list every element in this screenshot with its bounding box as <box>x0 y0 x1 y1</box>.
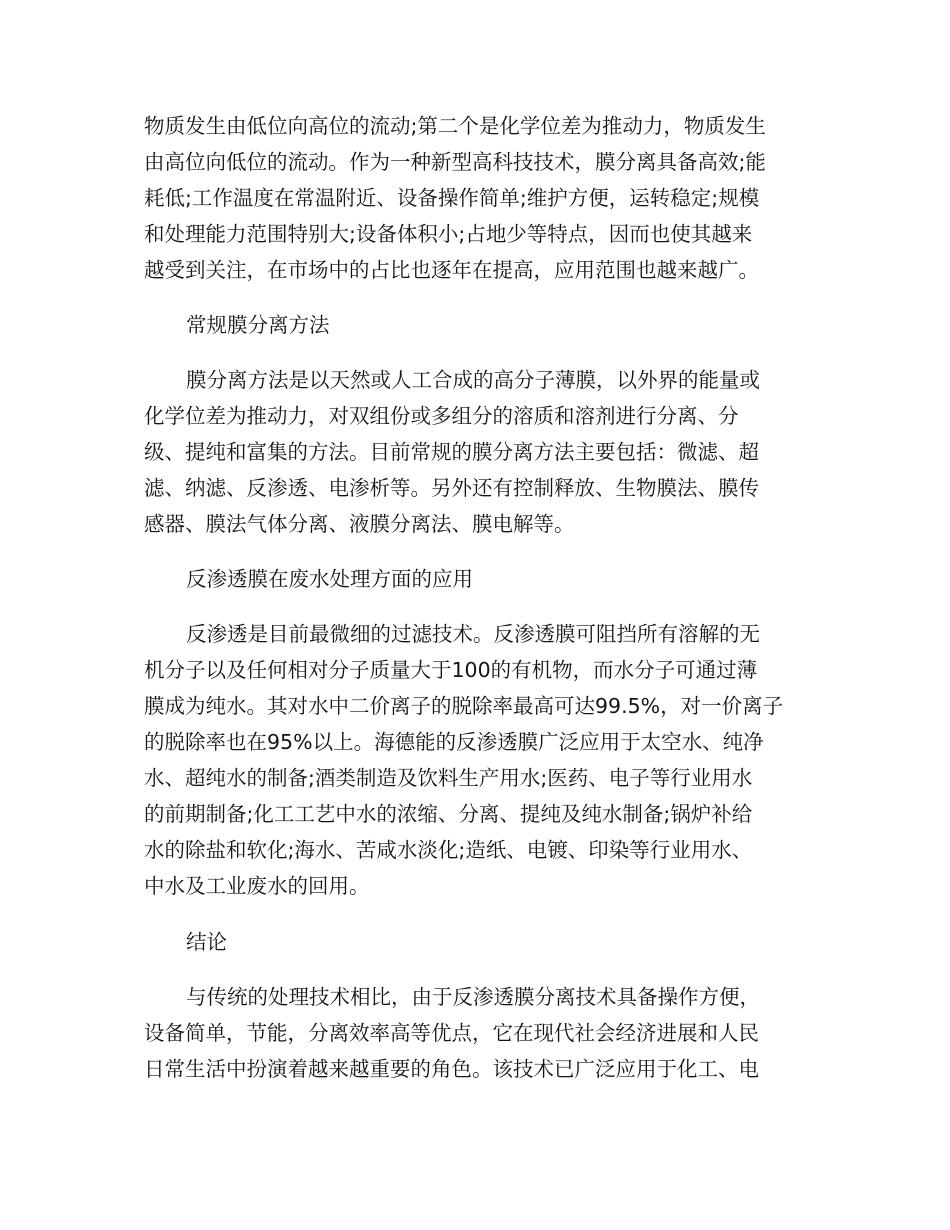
paragraph-line: 设备简单，节能，分离效率高等优点，它在现代社会经济进展和人民 <box>144 1021 759 1045</box>
paragraph-line: 膜分离方法是以天然或人工合成的高分子薄膜，以外界的能量或 <box>186 368 760 392</box>
paragraph-line: 机分子以及任何相对分子质量大于100的有机物，而水分子可通过薄 <box>144 658 758 682</box>
paragraph-line: 水的除盐和软化;海水、苦咸水淡化;造纸、电镀、印染等行业用水、 <box>144 838 753 862</box>
paragraph-line: 物质发生由低位向高位的流动;第二个是化学位差为推动力，物质发生 <box>144 114 766 138</box>
paragraph-line: 的脱除率也在95%以上。海德能的反渗透膜广泛应用于太空水、纯净 <box>144 730 764 754</box>
paragraph-line: 与传统的处理技术相比，由于反渗透膜分离技术具备操作方便， <box>186 985 760 1009</box>
paragraph-line: 日常生活中扮演着越来越重要的角色。该技术已广泛应用于化工、电 <box>144 1057 759 1081</box>
paragraph-line: 水、超纯水的制备;酒类制造及饮料生产用水;医药、电子等行业用水 <box>144 766 753 790</box>
section-heading: 常规膜分离方法 <box>186 313 330 337</box>
paragraph-line: 膜成为纯水。其对水中二价离子的脱除率最高可达99.5%，对一价离子 <box>144 694 784 718</box>
paragraph-line: 化学位差为推动力，对双组份或多组分的溶质和溶剂进行分离、分 <box>144 404 739 428</box>
paragraph-line: 级、提纯和富集的方法。目前常规的膜分离方法主要包括：微滤、超 <box>144 440 759 464</box>
paragraph-line: 和处理能力范围特别大;设备体积小;占地少等特点，因而也使其越来 <box>144 222 753 246</box>
paragraph-line: 越受到关注，在市场中的占比也逐年在提高，应用范围也越来越广。 <box>144 258 759 282</box>
section-heading: 结论 <box>186 930 227 954</box>
paragraph-line: 感器、膜法气体分离、液膜分离法、膜电解等。 <box>144 512 575 536</box>
paragraph-line: 反渗透是目前最微细的过滤技术。反渗透膜可阻挡所有溶解的无 <box>186 622 760 646</box>
section-heading: 反渗透膜在废水处理方面的应用 <box>186 567 473 591</box>
paragraph-line: 滤、纳滤、反渗透、电渗析等。另外还有控制释放、生物膜法、膜传 <box>144 476 759 500</box>
paragraph-line: 中水及工业废水的回用。 <box>144 874 370 898</box>
paragraph-line: 耗低;工作温度在常温附近、设备操作简单;维护方便，运转稳定;规模 <box>144 186 760 210</box>
paragraph-line: 由高位向低位的流动。作为一种新型高科技技术，膜分离具备高效;能 <box>144 150 766 174</box>
paragraph-line: 的前期制备;化工工艺中水的浓缩、分离、提纯及纯水制备;锅炉补给 <box>144 802 753 826</box>
